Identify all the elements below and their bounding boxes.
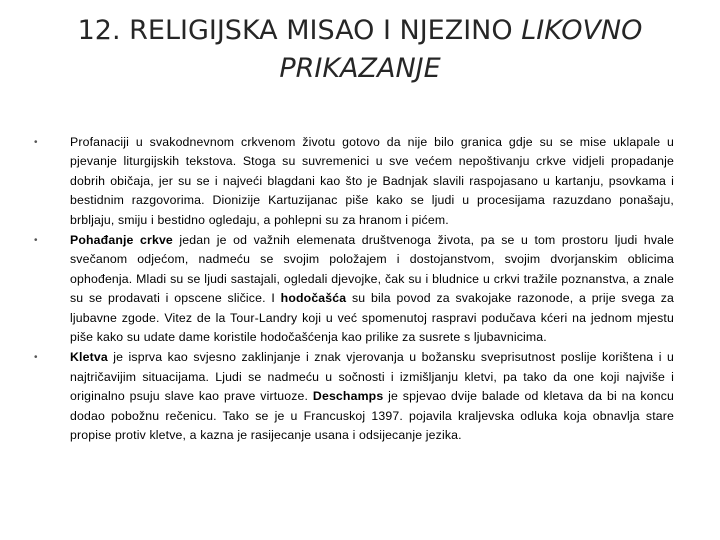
- bullet-bold-term: Deschamps: [312, 389, 384, 404]
- bullet-item-profanation: [34, 133, 674, 230]
- bullet-list: [34, 133, 674, 446]
- bullet-text: je spjevao dvije balade od kletava da bi na koncu dodao pobožnu rečenicu. Tako se je u Francuskoj 1397. pojavila kraljevska odluka koja obnavlja stare propise protiv kletve, a kazna je rasijecanje usana i odsijecanje jezika.: [70, 389, 675, 443]
- title-italic-text: LIKOVNO PRIKAZANJE: [279, 15, 643, 84]
- bullet-bold-term: Pohađanje crkve: [70, 233, 173, 248]
- bullet-item-church-attendance: [34, 231, 674, 347]
- title-text: 12. RELIGIJSKA MISAO I NJEZINO: [77, 15, 522, 46]
- bullet-text: jedan je od važnih elemenata društvenoga života, pa se u tom prostoru ljudi hvale svečanom odjećom, nadmeću se svojim položajem i dostojanstvom, svojim dvorjanskim oblicima ophođenja. Mladi su se ljudi sastajali, ogledali djevojke, čak su i bludnice u crkvi tražile poznanstva, a znale su se prodavati i opscene sličice. I: [70, 233, 674, 306]
- bullet-item-curse: [34, 348, 674, 445]
- bullet-icon: •: [34, 137, 38, 148]
- bullet-text: Profanaciji u svakodnevnom crkvenom životu gotovo da nije bilo granica gdje su se mise uklapale u pjevanje liturgijskih tekstova. Stoga su suvremenici u sve većem nepoštivanju crkve vidjeli propadanje dobrih običaja, jer su se i najveći blagdani kao što je Badnjak slavili raspojasano u kartanju, psovkama i bestidnim razgovorima. Dionizije Kartuzijanac piše kako se ljudi u procesijama razuzdano ponašaju, brbljaju, smiju i bestidno ogledaju, a pohlepni su za hranom i pićem.: [70, 135, 674, 227]
- bullet-text: je isprva kao svjesno zaklinjanje i znak vjerovanja u božansku sveprisutnost poslije korištena i u najtričavijim situacijama. Ljudi se nadmeću u sočnosti i izmišljanju kletvi, pa tako da one koji najviše i originalno psuju slave kao prave virtuoze.: [70, 350, 674, 404]
- bullet-icon: •: [34, 352, 38, 364]
- bullet-bold-term: hodočašća: [280, 291, 347, 306]
- bullet-text: su bila povod za svakojake razonode, a prije svega za ljubavne zgode. Vitez de la Tour-Landry koji u već spomenutoj raspravi podučava kćeri na jednom mjestu piše kako su udate dame koristile hodočašćenja kao prilike za susrete s ljubavnicima.: [70, 291, 674, 345]
- bullet-icon: •: [34, 235, 38, 247]
- bullet-bold-term: Kletva: [70, 350, 108, 365]
- slide-title: [40, 12, 680, 88]
